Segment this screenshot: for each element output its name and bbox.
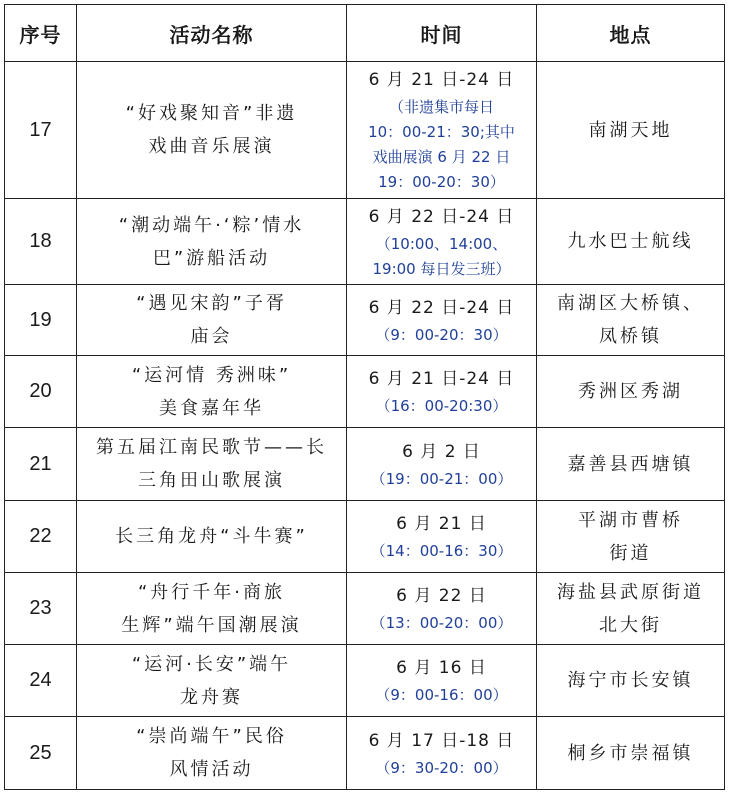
activity-time bbox=[347, 573, 537, 645]
table-row bbox=[5, 573, 725, 645]
activity-name-line: 巴”游船活动 bbox=[152, 247, 271, 269]
activity-time bbox=[347, 285, 537, 356]
time-hours: （9：00-16：00） bbox=[375, 686, 508, 704]
row-number: 17 bbox=[5, 62, 77, 199]
location-line: 南湖天地 bbox=[588, 119, 673, 141]
time-hours: （14：00-16：30） bbox=[370, 542, 513, 560]
activity-name bbox=[77, 717, 347, 790]
row-number: 25 bbox=[5, 717, 77, 790]
activity-location bbox=[537, 62, 725, 199]
activity-name bbox=[77, 573, 347, 645]
activity-name-line: “运河情 秀洲味” bbox=[131, 364, 292, 386]
row-number: 20 bbox=[5, 356, 77, 428]
location-line: 凤桥镇 bbox=[599, 326, 662, 347]
activity-time bbox=[347, 356, 537, 428]
header-location: 地点 bbox=[537, 5, 725, 62]
activity-name-line: “遇见宋韵”子胥 bbox=[136, 293, 287, 314]
time-hours: （9：00-20：30） bbox=[375, 325, 508, 344]
activity-name-line: “潮动端午·‘粽’情水 bbox=[118, 214, 305, 236]
time-date: 6 月 17 日-18 日 bbox=[368, 730, 515, 751]
location-line: 街道 bbox=[609, 542, 652, 564]
activity-name bbox=[77, 285, 347, 356]
location-line: 嘉善县西塘镇 bbox=[567, 453, 694, 475]
activity-name bbox=[77, 501, 347, 573]
activity-name-line: 龙舟赛 bbox=[180, 686, 243, 708]
location-line: 秀洲区秀湖 bbox=[578, 381, 683, 402]
table-body bbox=[5, 62, 725, 790]
table-row bbox=[5, 717, 725, 790]
event-schedule-table bbox=[4, 4, 725, 790]
activity-time bbox=[347, 199, 537, 285]
activity-location bbox=[537, 573, 725, 645]
location-line: 九水巴士航线 bbox=[567, 231, 694, 252]
activity-name-line: “舟行千年·商旅 bbox=[137, 581, 286, 603]
row-number: 21 bbox=[5, 428, 77, 501]
activity-time bbox=[347, 62, 537, 199]
row-number: 18 bbox=[5, 199, 77, 285]
location-line: 海盐县武原街道 bbox=[557, 581, 704, 603]
activity-location bbox=[537, 199, 725, 285]
table-row bbox=[5, 62, 725, 199]
time-date: 6 月 21 日-24 日 bbox=[368, 70, 515, 90]
location-line: 南湖区大桥镇、 bbox=[557, 293, 704, 314]
location-line: 桐乡市崇福镇 bbox=[567, 742, 694, 764]
row-number: 24 bbox=[5, 645, 77, 717]
activity-location bbox=[537, 645, 725, 717]
activity-name-line: 庙会 bbox=[190, 326, 233, 347]
time-date: 6 月 21 日-24 日 bbox=[368, 369, 515, 389]
time-date: 6 月 22 日-24 日 bbox=[368, 206, 515, 227]
activity-time bbox=[347, 428, 537, 501]
activity-name bbox=[77, 645, 347, 717]
activity-name-line: 长三角龙舟“斗牛赛” bbox=[115, 526, 308, 547]
time-hours: （19：00-21：00） bbox=[370, 469, 513, 488]
activity-location bbox=[537, 356, 725, 428]
activity-name-line: “崇尚端午”民俗 bbox=[136, 726, 287, 747]
activity-time bbox=[347, 501, 537, 573]
time-hours: （16：00-20:30） bbox=[375, 397, 508, 415]
row-number: 19 bbox=[5, 285, 77, 356]
time-date: 6 月 2 日 bbox=[402, 441, 481, 462]
activity-name-line: 三角田山歌展演 bbox=[138, 470, 285, 491]
activity-name-line: 美食嘉年华 bbox=[159, 397, 264, 419]
table-row bbox=[5, 501, 725, 573]
activity-name bbox=[77, 356, 347, 428]
activity-name-line: 生辉”端午国潮展演 bbox=[121, 614, 302, 636]
table-row bbox=[5, 199, 725, 285]
table-row bbox=[5, 428, 725, 501]
activity-name bbox=[77, 199, 347, 285]
activity-time bbox=[347, 645, 537, 717]
activity-name-line: “运河·长安”端午 bbox=[131, 653, 292, 675]
activity-location bbox=[537, 428, 725, 501]
activity-location bbox=[537, 717, 725, 790]
activity-name bbox=[77, 428, 347, 501]
location-line: 北大街 bbox=[599, 614, 662, 636]
time-date: 6 月 22 日-24 日 bbox=[368, 297, 515, 318]
table-row bbox=[5, 285, 725, 356]
time-hours: （非遗集市每日 10：00-21：30;其中 戏曲展演 6 月 22 日 19：00-20：30） bbox=[368, 98, 515, 191]
row-number: 23 bbox=[5, 573, 77, 645]
activity-name-line: 风情活动 bbox=[169, 759, 254, 780]
time-hours: （10:00、14:00、 19:00 每日发三班） bbox=[372, 234, 511, 278]
time-hours: （9：30-20：00） bbox=[375, 758, 508, 777]
header-name: 活动名称 bbox=[77, 5, 347, 62]
activity-location bbox=[537, 501, 725, 573]
activity-name-line: 戏曲音乐展演 bbox=[148, 136, 275, 157]
table-row bbox=[5, 356, 725, 428]
location-line: 平湖市曹桥 bbox=[578, 509, 683, 531]
activity-name-line: 第五届江南民歌节——长 bbox=[96, 437, 327, 458]
header-no: 序号 bbox=[5, 5, 77, 62]
location-line: 海宁市长安镇 bbox=[567, 670, 694, 691]
table-row bbox=[5, 645, 725, 717]
time-date: 6 月 16 日 bbox=[396, 658, 487, 678]
time-hours: （13：00-20：00） bbox=[370, 614, 513, 632]
activity-name bbox=[77, 62, 347, 199]
header-row bbox=[5, 5, 725, 62]
activity-location bbox=[537, 285, 725, 356]
time-date: 6 月 22 日 bbox=[396, 586, 487, 606]
row-number: 22 bbox=[5, 501, 77, 573]
header-time: 时间 bbox=[347, 5, 537, 62]
activity-name-line: “好戏聚知音”非遗 bbox=[125, 103, 298, 124]
activity-time bbox=[347, 717, 537, 790]
time-date: 6 月 21 日 bbox=[396, 514, 487, 534]
